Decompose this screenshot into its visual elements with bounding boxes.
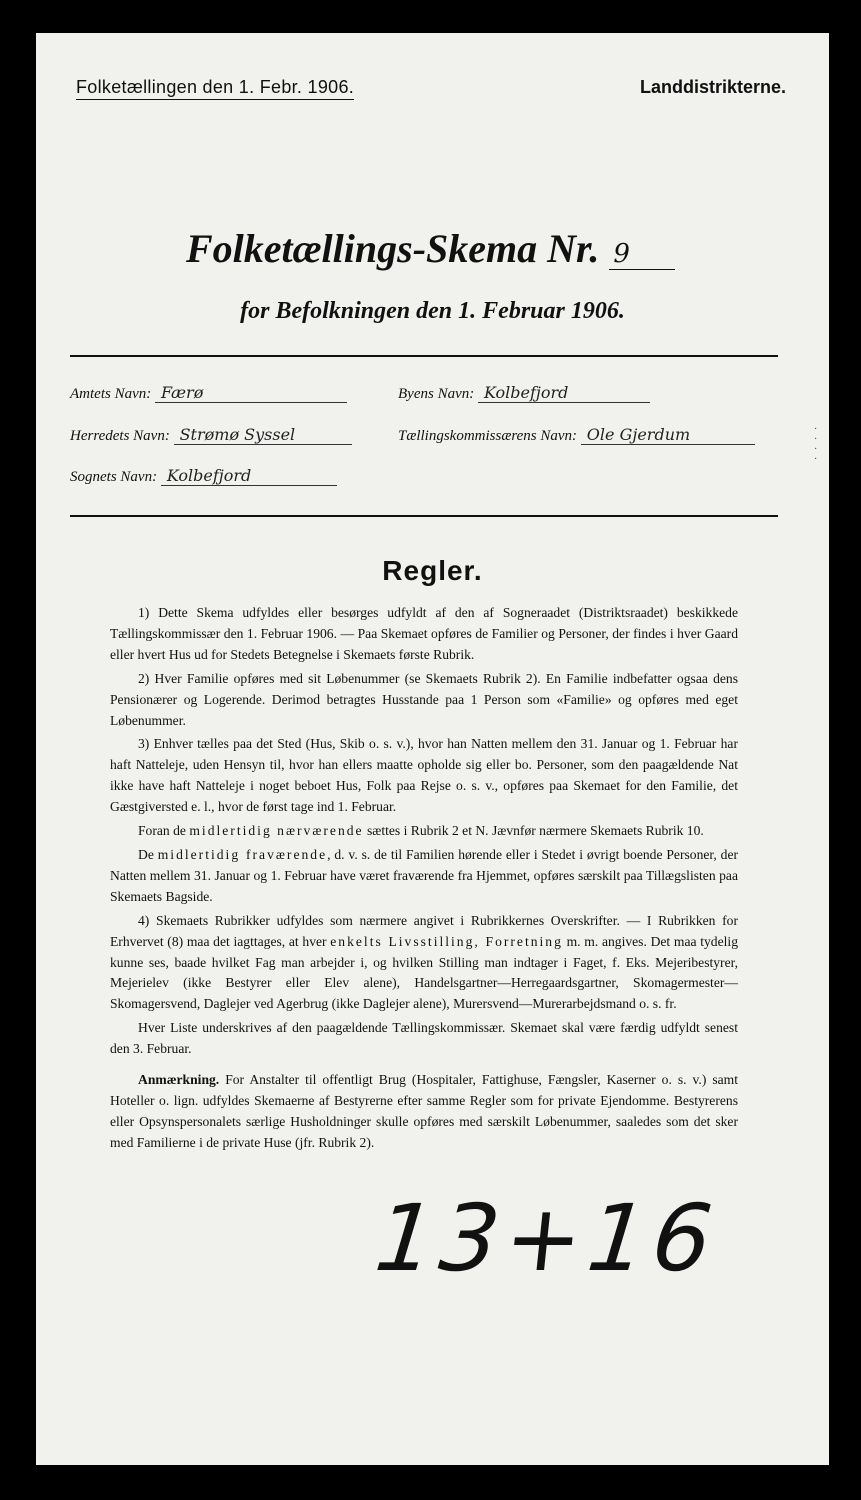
rule-3-absent-b: , d. v. s. de til Familien hørende eller i Stedet i øvrigt boende Personer, der Natten mellem 31. Januar og 1. Februar have været fraværende fra Hjemmet, opføres særskilt paa Tillægslisten paa Skemaets Bagside.	[110, 846, 738, 904]
form-subtitle: for Befolkningen den 1. Februar 1906.	[240, 298, 625, 324]
note-text: For Anstalter til offentligt Brug (Hospitaler, Fattighuse, Fængsler, Kaserner o. s. v.) samt Hoteller o. lign. udfyldes Skemaerne af Bestyrerne efter samme Regler som for private Ejendomme. Bestyrerens eller Opsynspersonalets særlige Husholdninger skulle opføres med særskilt Løbenummer, saaledes som det sker med Familierne i de private Huse (jfr. Rubrik 2).	[110, 1072, 738, 1150]
field-by-value: Kolbefjord	[478, 383, 650, 403]
census-date-heading: Folketællingen den 1. Febr. 1906.	[76, 77, 354, 100]
rule-3-present-b: sættes i Rubrik 2 et N. Jævnfør nærmere Skemaets Rubrik 10.	[363, 823, 704, 839]
rule-4-signature: Hver Liste underskrives af den paagældende Tællingskommissær. Skemaet skal være færdig udfyldt senest den 3. Februar.	[110, 1020, 738, 1057]
field-sogn-label: Sognets Navn:	[70, 469, 158, 485]
field-amt-value: Færø	[155, 383, 347, 403]
handwritten-mark: 13+16	[370, 1185, 723, 1292]
form-page	[36, 33, 829, 1465]
rule-3-absent	[110, 845, 738, 908]
district-type-heading: Landdistrikterne.	[639, 77, 786, 97]
note	[110, 1070, 738, 1154]
divider-bottom	[70, 515, 778, 517]
field-amt-label: Amtets Navn:	[70, 386, 152, 402]
field-sogn-value: Kolbefjord	[161, 466, 337, 486]
field-kommissaer-label: Tællingskommissærens Navn:	[398, 428, 578, 444]
rule-3-present-spaced: midlertidig nærværende	[189, 823, 364, 839]
form-title	[186, 225, 675, 272]
rules-body	[110, 603, 738, 1157]
rule-3-present-a: Foran de	[138, 823, 190, 839]
field-herred-label: Herredets Navn:	[70, 428, 170, 444]
rule-4	[110, 911, 738, 1016]
rule-3-absent-a: De	[138, 846, 158, 862]
divider-top	[70, 355, 778, 357]
rule-4-a: 4) Skemaets Rubrikker udfyldes som nærmere angivet i Rubrikkernes Overskrifter. — I Rubrikken for Erhvervet (8) maa det iagttages, at hver	[110, 912, 738, 949]
rules-heading: Regler.	[382, 555, 483, 586]
rule-2: 2) Hver Familie opføres med sit Løbenummer (se Skemaets Rubrik 2). En Familie indbefatter ogsaa dens Pensionærer og Logerende. Derimod betragtes Husstande paa 1 Person som «Familie» og opføres med eget Løbenummer.	[110, 670, 738, 728]
field-by	[398, 383, 650, 403]
field-sogn	[70, 466, 337, 486]
field-herred	[70, 425, 352, 445]
form-number: 9	[609, 239, 675, 270]
field-herred-value: Strømø Syssel	[174, 425, 352, 445]
field-kommissaer	[398, 425, 755, 445]
note-label: Anmærkning.	[138, 1072, 220, 1088]
rule-3: 3) Enhver tælles paa det Sted (Hus, Skib o. s. v.), hvor han Natten mellem den 31. Januar og 1. Februar har haft Natteleje, uden Hensyn til, hvor han ellers maatte opholde sig eller bo. Personer, som den paagældende Nat ikke have haft Natteleje i noget beboet Hus, Folk paa Rejse o. s. v., opføres paa Skemaet for den Familie, det Gæstgiversted e. l., hvor de først tage ind 1. Februar.	[110, 736, 738, 815]
rule-4-spaced: enkelts Livsstilling, Forretning	[330, 933, 563, 949]
census-form-sheet	[36, 33, 829, 1465]
form-title-text: Folketællings-Skema Nr.	[186, 226, 600, 271]
field-amt	[70, 383, 347, 403]
rule-1: 1) Dette Skema udfyldes eller besørges udfyldt af den af Sogneraadet (Distriktsraadet) beskikkede Tællingskommissær den 1. Februar 1906. — Paa Skemaet opføres de Familier og Personer, der findes i hver Gaard eller hvert Hus ud for Stedets Betegnelse i Skemaets første Rubrik.	[110, 605, 738, 662]
rule-3-present	[110, 821, 738, 842]
form-header	[76, 77, 786, 103]
field-kommissaer-value: Ole Gjerdum	[581, 425, 755, 445]
rule-3-absent-spaced: midlertidig fraværende	[157, 846, 328, 862]
margin-dots: · · · ·	[814, 424, 818, 465]
field-by-label: Byens Navn:	[398, 386, 475, 402]
rule-4-b: m. m. angives. Det maa tydelig kunne ses, baade hvilket Fag man arbejder i, og hvilken Stilling man indtager i Faget, f. Eks. Mejeribestyrer, Mejerielev (ikke Bestyrer eller Elev alene), Handelsgartner—Herregaardsgartner, Skomagermester—Skomagersvend, Daglejer ved Agerbrug (ikke Daglejer alene), Murersvend—Murerarbejdsmand o. s. fr.	[110, 933, 738, 1012]
